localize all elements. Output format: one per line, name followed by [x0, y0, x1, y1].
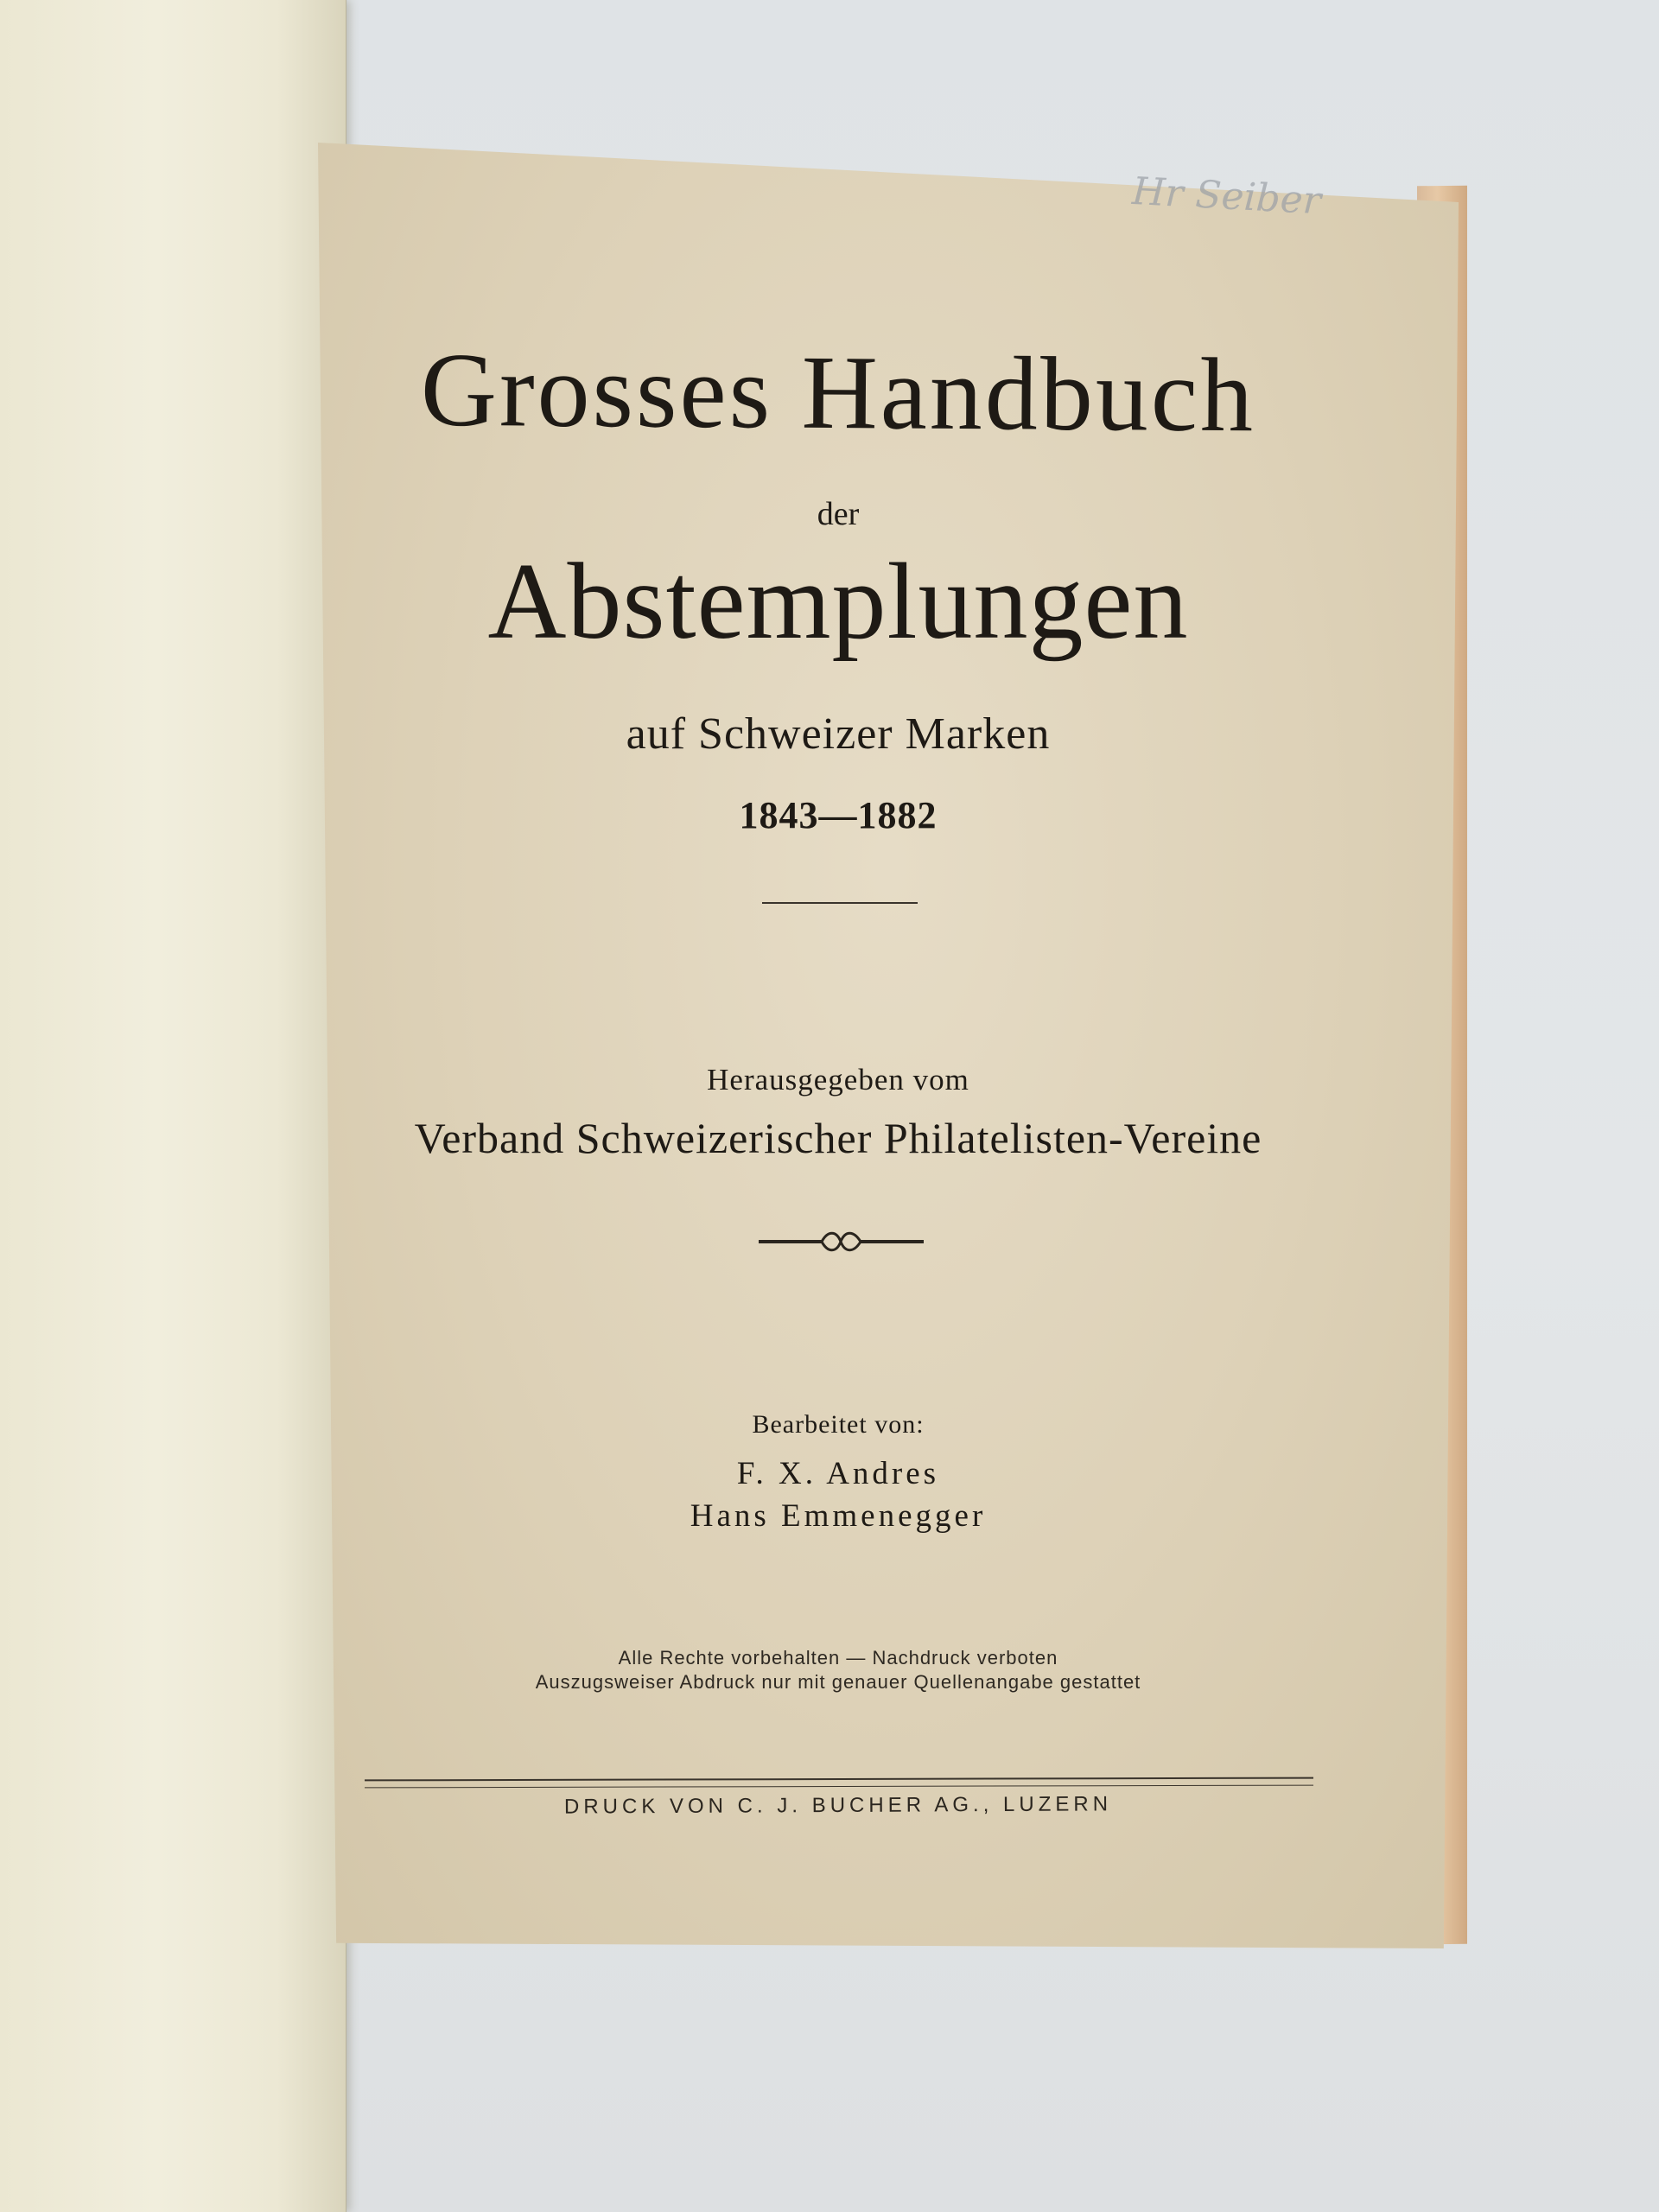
editor-name: F. X. Andres — [736, 1456, 940, 1491]
title-line-1: Grosses Handbuch — [420, 331, 1256, 454]
ornament-divider-icon — [757, 1227, 925, 1256]
year-range: 1843—1882 — [739, 794, 938, 836]
subtitle: auf Schweizer Marken — [626, 709, 1051, 759]
rights-notice-line-1: Alle Rechte vorbehalten — Nachdruck verboten — [618, 1647, 1058, 1669]
publisher-intro: Herausgegeben vom — [707, 1063, 969, 1096]
printer-imprint: DRUCK VON C. J. BUCHER AG., LUZERN — [563, 1792, 1113, 1819]
short-divider — [762, 902, 918, 904]
rights-notice-line-2: Auszugsweiser Abdruck nur mit genauer Quellenangabe gestattet — [535, 1671, 1141, 1693]
publisher-name: Verband Schweizerischer Philatelisten-Vereine — [414, 1114, 1262, 1162]
editor-name: Hans Emmenegger — [690, 1498, 987, 1534]
handwritten-pencil-note: Hr Seiber — [1130, 168, 1323, 224]
title-line-2: Abstemplungen — [487, 542, 1189, 662]
left-blank-leaf — [0, 0, 346, 2212]
title-connector: der — [817, 496, 860, 532]
editors-intro: Bearbeitet von: — [752, 1410, 925, 1439]
